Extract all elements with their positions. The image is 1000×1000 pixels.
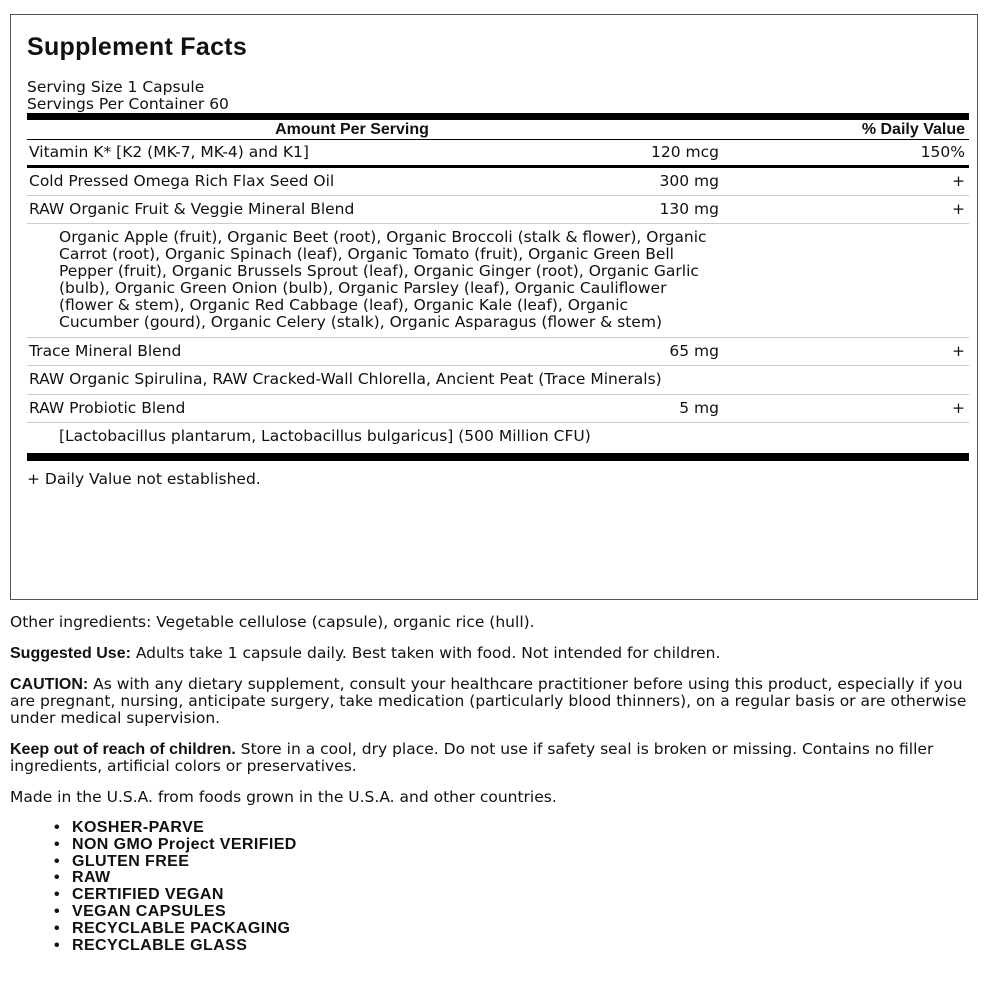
nutrient-amount: 65 mg	[669, 342, 719, 360]
nutrient-row	[27, 196, 969, 224]
caution-notice	[10, 676, 970, 727]
list-item: • NON GMO Project VERIFIED	[54, 835, 297, 853]
keep-out-text: Store in a cool, dry place. Do not use if safety seal is broken or missing. Contains no filler ingredients, artificial colors or preservatives.	[10, 740, 934, 775]
nutrient-row	[27, 168, 969, 196]
serving-size: Serving Size 1 Capsule	[27, 78, 205, 96]
bullet-icon: •	[54, 919, 61, 937]
amount-header: Amount Per Serving	[275, 121, 429, 138]
list-item: • RECYCLABLE PACKAGING	[54, 919, 291, 937]
thick-divider	[27, 453, 969, 461]
bullet-icon: •	[54, 835, 61, 853]
nutrient-amount: 130 mg	[659, 200, 719, 218]
keep-out-label: Keep out of reach of children.	[10, 741, 236, 758]
suggested-use-text: Adults take 1 capsule daily. Best taken with food. Not intended for children.	[130, 644, 721, 662]
facts-title: Supplement Facts	[27, 33, 248, 61]
probiotic-description: [Lactobacillus plantarum, Lactobacillus bulgaricus] (500 Million CFU)	[59, 427, 591, 445]
bullet-icon: •	[54, 869, 61, 887]
bullet-icon: •	[54, 902, 61, 920]
bullet-icon: •	[54, 936, 61, 954]
other-ingredients: Other ingredients: Vegetable cellulose (capsule), organic rice (hull).	[10, 613, 535, 631]
bullet-icon: •	[54, 886, 61, 904]
nutrient-amount: 300 mg	[659, 172, 719, 190]
blend-ingredients	[27, 366, 969, 395]
caution-label: CAUTION:	[10, 676, 89, 693]
nutrient-daily-value: +	[952, 399, 965, 417]
nutrient-amount: 120 mcg	[651, 143, 719, 161]
bullet-icon: •	[54, 852, 61, 870]
storage-notice	[10, 741, 970, 775]
daily-value-header: % Daily Value	[861, 121, 965, 138]
suggested-use-label: Suggested Use:	[10, 645, 131, 662]
nutrient-daily-value: +	[952, 342, 965, 360]
list-item: • VEGAN CAPSULES	[54, 902, 227, 920]
servings-per-container: Servings Per Container 60	[27, 95, 229, 113]
daily-value-footnote: + Daily Value not established.	[27, 470, 261, 488]
blend-ingredients	[27, 224, 969, 338]
nutrient-row	[27, 140, 969, 168]
nutrient-name: RAW Organic Fruit & Veggie Mineral Blend	[29, 200, 355, 218]
nutrient-daily-value: +	[952, 200, 965, 218]
nutrient-name: Cold Pressed Omega Rich Flax Seed Oil	[29, 172, 335, 190]
nutrient-daily-value: +	[952, 172, 965, 190]
suggested-use	[10, 645, 970, 662]
nutrient-name: Vitamin K* [K2 (MK-7, MK-4) and K1]	[29, 143, 309, 161]
blend-ingredients	[27, 423, 969, 451]
origin-statement: Made in the U.S.A. from foods grown in the U.S.A. and other countries.	[10, 788, 557, 806]
facts-table	[27, 79, 969, 488]
column-header	[27, 120, 969, 140]
nutrient-row	[27, 338, 969, 366]
caution-text: As with any dietary supplement, consult your healthcare practitioner before using this product, especially if you are pregnant, nursing, anticipate surgery, take medication (particularly blood thinners), on a regular basis or are otherwise under medical supervision.	[10, 675, 967, 727]
list-item: • GLUTEN FREE	[54, 852, 190, 870]
nutrient-name: Trace Mineral Blend	[29, 342, 182, 360]
nutrient-name: RAW Probiotic Blend	[29, 399, 186, 417]
nutrient-amount: 5 mg	[679, 399, 719, 417]
list-item: • RECYCLABLE GLASS	[54, 936, 248, 954]
nutrient-row	[27, 395, 969, 423]
list-item: • RAW	[54, 869, 111, 887]
supplement-facts-panel	[10, 14, 978, 600]
veggie-blend-description: Organic Apple (fruit), Organic Beet (root), Organic Broccoli (stalk & flower), Organic Carrot (root), Organic Spinach (leaf), Organic Tomato (fruit), Organic Green Bell Pepper (fruit), Organic Brussels Sprout (leaf), Organic Ginger (root), Organic Garlic (bulb), Organic Green Onion (bulb), Organic Parsley (leaf), Organic Cauliflower (flower & stem), Organic Red Cabbage (leaf), Organic Kale (leaf), Organic Cucumber (gourd), Organic Celery (stalk), Organic Asparagus (flower & stem)	[59, 228, 707, 331]
label-information	[10, 614, 970, 954]
trace-mineral-description: RAW Organic Spirulina, RAW Cracked-Wall Chlorella, Ancient Peat (Trace Minerals)	[29, 370, 662, 388]
list-item: • KOSHER-PARVE	[54, 819, 205, 836]
list-item: • CERTIFIED VEGAN	[54, 886, 224, 904]
bullet-icon: •	[54, 819, 61, 836]
certification-list	[10, 820, 970, 954]
nutrient-daily-value: 150%	[920, 143, 965, 161]
thick-divider	[27, 113, 969, 120]
